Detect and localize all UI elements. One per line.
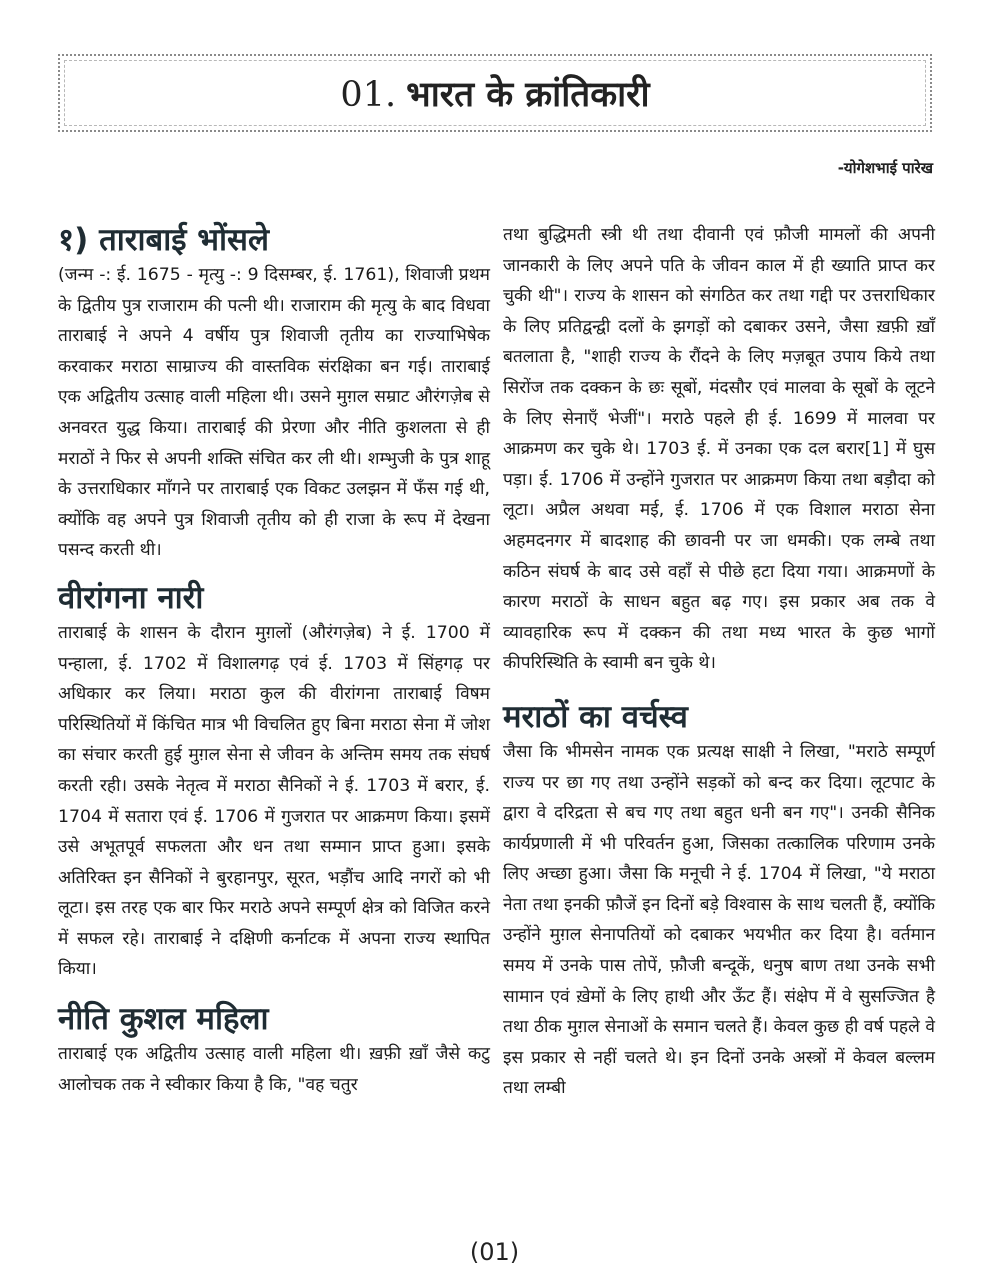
page-title xyxy=(340,70,649,117)
section-text-neeti: ताराबाई एक अद्वितीय उत्साह वाली महिला थी। ख़फ़ी ख़ाँ जैसे कटु आलोचक तक ने स्वीकार किया है कि, "वह चतुर xyxy=(58,1044,490,1095)
continued-text: तथा बुद्धिमती स्त्री थी तथा दीवानी एवं फ़ौजी मामलों की अपनी जानकारी के लिए अपने पति के जीवन काल में ही ख्याति प्राप्त कर चुकी थी"। राज्य के शासन को संगठित कर तथा गद्दी पर उत्तराधिकार के लिए प्रतिद्वन्द्वी दलों के झगड़ों को दबाकर उसने, जैसा ख़फ़ी ख़ाँ बतलाता है, "शाही राज्य के रौंदने के लिए मज़बूत उपाय किये तथा सिरोंज तक दक्कन के छः सूबों, मंदसौर एवं मालवा के सूबों के लूटने के लिए सेनाएँ भेजीं"। मराठे पहले ही ई. 1699 में मालवा पर आक्रमण कर चुके थे। 1703 ई. में उनका एक दल बरार[1] में घुस पड़ा। ई. 1706 में उन्होंने गुजरात पर आक्रमण किया तथा बड़ौदा को लूटा। अप्रैल अथवा मई, ई. 1706 में एक विशाल मराठा सेना अहमदनगर में बादशाह की छावनी पर जा धमकी। एक लम्बे तथा कठिन संघर्ष के बाद उसे वहाँ से पीछे हटा दिया गया। आक्रमणों के कारण मराठों के साधन बहुत बढ़ गए। इस प्रकार अब तक वे व्यावहारिक रूप में दक्कन की तथा मध्य भारत के कुछ भागों कीपरिस्थिति के स्वामी बन चुके थे। xyxy=(503,225,935,674)
chapter-title: भारत के क्रांतिकारी xyxy=(406,74,650,115)
section-heading-neeti: नीति कुशल महिला xyxy=(58,1001,269,1038)
left-column xyxy=(58,220,490,1100)
section-text-veerangana: ताराबाई के शासन के दौरान मुग़लों (औरंगज़ेब) ने ई. 1700 में पन्हाला, ई. 1702 में विशालगढ़ एवं ई. 1703 में सिंहगढ़ पर अधिकार कर लिया। मराठा कुल की वीरांगना ताराबाई विषम परिस्थितियों में किंचित मात्र भी विचलित हुए बिना मराठा सेना में जोश का संचार करती हुई मुग़ल सेना से जीवन के अन्तिम समय तक संघर्ष करती रही। उसके नेतृत्व में मराठा सैनिकों ने ई. 1703 में बरार, ई. 1704 में सतारा एवं ई. 1706 में गुजरात पर आक्रमण किया। इसमें उसे अभूतपूर्व सफलता और धन तथा सम्मान प्राप्त हुआ। इसके अतिरिक्त इन सैनिकों ने बुरहानपुर, सूरत, भड़ौंच आदि नगरों को भी लूटा। इस तरह एक बार फिर मराठे अपने सम्पूर्ण क्षेत्र को विजित करने में सफल रहे। ताराबाई ने दक्षिणी कर्नाटक में अपना राज्य स्थापित किया। xyxy=(58,622,490,980)
section-text-tarabai: (जन्म -: ई. 1675 - मृत्यु -: 9 दिसम्बर, ई. 1761), शिवाजी प्रथम के द्वितीय पुत्र राजाराम की पत्नी थी। राजाराम की मृत्यु के बाद विधवा ताराबाई ने अपने 4 वर्षीय पुत्र शिवाजी तृतीय का राज्याभिषेक करवाकर मराठा साम्राज्य की वास्तविक संरक्षिका बन गई। ताराबाई एक अद्वितीय उत्साह वाली महिला थी। उसने मुग़ल सम्राट औरंगज़ेब से अनवरत युद्ध किया। ताराबाई की प्रेरणा और नीति कुशलता से ही मराठों ने फिर से अपनी शक्ति संचित कर ली थी। शम्भुजी के पुत्र शाहू के उत्तराधिकार माँगने पर ताराबाई एक विकट उलझन में फँस गई थी, क्योंकि वह अपने पुत्र शिवाजी तृतीय को ही राजा के रूप में देखना पसन्द करती थी। xyxy=(58,265,490,561)
section-text-varchasva: जैसा कि भीमसेन नामक एक प्रत्यक्ष साक्षी ने लिखा, "मराठे सम्पूर्ण राज्य पर छा गए तथा उन्होंने सड़कों को बन्द कर दिया। लूटपाट के द्वारा वे दरिद्रता से बच गए तथा बहुत धनी बन गए"। उनकी सैनिक कार्यप्रणाली में भी परिवर्तन हुआ, जिसका तत्कालिक परिणाम उनके लिए अच्छा हुआ। जैसा कि मनूची ने ई. 1704 में लिखा, "ये मराठा नेता तथा इनकी फ़ौजें इन दिनों बड़े विश्वास के साथ चलती हैं, क्योंकि उन्होंने मुग़ल सेनापतियों को दबाकर भयभीत कर दिया है। वर्तमान समय में उनके पास तोपें, फ़ौजी बन्दूकें, धनुष बाण तथा उनके सभी सामान एवं ख़ेमों के लिए हाथी और ऊँट हैं। संक्षेप में वे सुसज्जित है तथा ठीक मुग़ल सेनाओं के समान चलते हैं। केवल कुछ ही वर्ष पहले वे इस प्रकार से नहीं चलते थे। इन दिनों उनके अस्त्रों में केवल बल्लम तथा लम्बी xyxy=(503,741,935,1099)
section-heading-veerangana: वीरांगना नारी xyxy=(58,579,204,616)
section-heading-varchasva: मराठों का वर्चस्व xyxy=(503,698,688,735)
author-name: -योगेशभाई पारेख xyxy=(837,159,933,177)
right-column xyxy=(503,220,935,1104)
section-heading-tarabai: १) ताराबाई भोंसले xyxy=(58,222,270,258)
title-box xyxy=(58,54,932,132)
chapter-number: 01. xyxy=(340,74,397,115)
page-number: (01) xyxy=(469,1238,520,1266)
